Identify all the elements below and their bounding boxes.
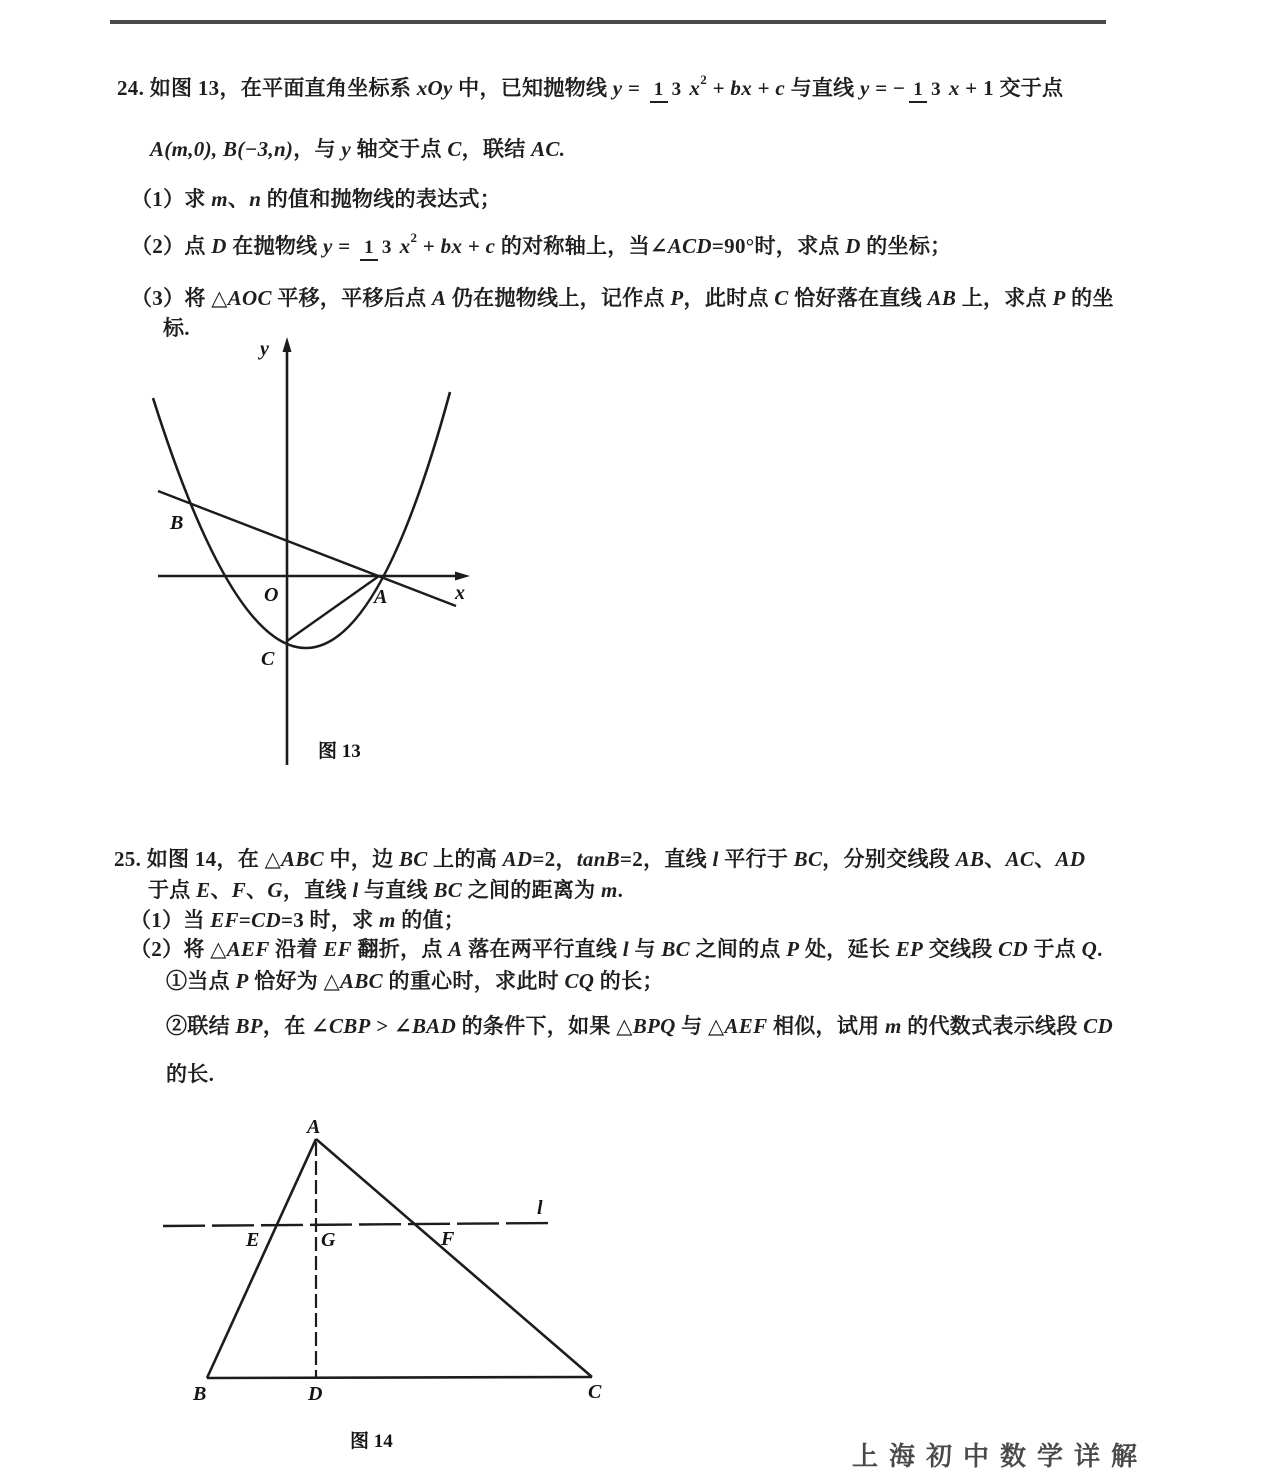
text-segment: = (238, 907, 252, 932)
text-segment: BP (235, 1013, 263, 1038)
text-segment: P (670, 285, 684, 310)
point-f-label: F (441, 1228, 455, 1250)
fraction-denominator: 3 (671, 79, 682, 101)
text-segment: P (1052, 285, 1066, 310)
text-segment: bx (730, 75, 753, 100)
text-segment: AB (955, 846, 985, 871)
text-segment: AB (927, 285, 957, 310)
text-segment: 仍在抛物线上，记作点 (446, 285, 671, 310)
point-b-label: B (170, 512, 184, 534)
origin-label: O (264, 584, 279, 606)
text-segment: + 1 (959, 75, 1000, 100)
clipped-footer-text: 上海初中数学详解 (852, 1442, 1149, 1471)
text-segment: （1）当 (130, 907, 211, 932)
text-segment: 平行于 (718, 846, 794, 871)
text-segment: =2， (532, 846, 577, 871)
fraction-numerator: 1 (360, 238, 378, 261)
side-BC (207, 1377, 592, 1378)
text-segment: x (399, 233, 411, 258)
point-c-label: C (261, 648, 275, 670)
text-segment: ，与 (293, 136, 342, 161)
text-segment: ，直线 (282, 877, 353, 902)
text-segment: BC (793, 846, 823, 871)
text-segment: = (332, 233, 357, 258)
text-segment: = (622, 75, 646, 100)
text-segment: 与直线 (358, 877, 434, 902)
text-segment: l (712, 846, 719, 871)
text-segment: BC (398, 846, 428, 871)
p24-line1 (117, 58, 1063, 118)
fraction (360, 233, 396, 261)
text-segment: 的坐标； (860, 233, 952, 258)
text-segment: 中，已知抛物线 (452, 75, 613, 100)
text-segment: ，分别交线段 (822, 846, 956, 871)
fraction (909, 75, 945, 103)
text-segment: BC (661, 936, 690, 961)
text-segment: 的重心时，求此时 (382, 968, 565, 993)
text-segment: 的对称轴上，当∠ (495, 233, 668, 258)
text-segment: 24. 如图 13，在平面直角坐标系 (117, 75, 417, 100)
p25-line1 (114, 843, 1085, 875)
figure-14 (160, 1100, 620, 1451)
text-segment: （2）点 (131, 233, 212, 258)
text-segment: P (786, 936, 800, 961)
text-segment: l (622, 936, 629, 961)
text-segment: 、 (227, 186, 250, 211)
text-segment: 之间的点 (689, 936, 787, 961)
fraction-denominator: 3 (381, 237, 392, 259)
p24-line2 (150, 133, 565, 165)
text-segment: xOy (416, 75, 453, 100)
text-segment: 、 (1034, 846, 1056, 871)
text-segment: > ∠ (370, 1013, 412, 1038)
text-segment: AC (1005, 846, 1035, 871)
text-segment: m (601, 877, 618, 902)
text-segment: CBP (328, 1013, 371, 1038)
text-segment: 、 (984, 846, 1006, 871)
text-segment: EP (895, 936, 924, 961)
text-segment: ，在 ∠ (262, 1013, 329, 1038)
text-segment: 之间的距离为 (462, 877, 601, 902)
p25-sub1 (166, 965, 664, 997)
text-segment: x (689, 75, 701, 100)
text-segment: 2 (700, 71, 708, 87)
fraction-numerator: 1 (909, 80, 927, 103)
text-segment: CD (1083, 1013, 1113, 1038)
text-segment: + (752, 75, 776, 100)
text-segment: 的长； (594, 968, 664, 993)
point-b-label: B (193, 1383, 207, 1405)
point-g-label: G (321, 1229, 336, 1251)
fraction-denominator: 3 (931, 79, 941, 101)
text-segment: D (211, 233, 227, 258)
y-axis-arrow-icon (283, 337, 292, 352)
text-segment: △ABC (323, 968, 383, 993)
text-segment: 沿着 (269, 936, 324, 961)
figure-13 (140, 333, 530, 770)
text-segment: A (431, 285, 447, 310)
text-segment: 交线段 (923, 936, 999, 961)
text-segment: y (612, 75, 623, 100)
line-AB (158, 491, 456, 606)
text-segment: =90°时，求点 (711, 233, 846, 258)
text-segment: 上的高 (427, 846, 503, 871)
text-segment: AC. (531, 136, 566, 161)
text-segment: EF (210, 907, 239, 932)
text-segment: 的坐 (1065, 285, 1114, 310)
text-segment: tanB (576, 846, 620, 871)
p25-sub2-line1 (166, 1010, 1113, 1042)
text-segment: 的值和抛物线的表达式； (261, 186, 502, 211)
text-segment: 交于点 (999, 75, 1064, 100)
line-l (163, 1223, 552, 1226)
p25-item1 (130, 904, 465, 936)
text-segment: F (231, 877, 247, 902)
text-segment: 恰好落在直线 (788, 285, 928, 310)
text-segment: + (462, 233, 486, 258)
fraction-numerator: 1 (650, 80, 668, 103)
text-segment: =2，直线 (620, 846, 713, 871)
p25-item2 (130, 933, 1103, 965)
text-segment: 与直线 (785, 75, 861, 100)
p25-line2 (148, 874, 623, 906)
text-segment: . (1097, 936, 1103, 961)
text-segment: （3）将 (131, 285, 212, 310)
p24-item3-line1 (131, 282, 1114, 314)
text-segment: C (447, 136, 462, 161)
text-segment: c (775, 75, 786, 100)
text-segment: G (267, 877, 283, 902)
text-segment: =3 时，求 (280, 907, 380, 932)
text-segment: 2 (410, 229, 418, 245)
text-segment: CD (998, 936, 1028, 961)
text-segment: C (774, 285, 789, 310)
text-segment: 相似，试用 (767, 1013, 885, 1038)
fraction (650, 75, 686, 103)
text-segment: 的条件下，如果 (456, 1013, 617, 1038)
text-segment: 翻折，点 (351, 936, 449, 961)
text-segment: l (352, 877, 359, 902)
text-segment: 与 (675, 1013, 709, 1038)
text-segment: △AEF (210, 936, 270, 961)
text-segment: CD (251, 907, 281, 932)
text-segment: + (417, 233, 441, 258)
text-segment: Q (1081, 936, 1098, 961)
text-segment: 的长. (166, 1061, 215, 1086)
point-a-label: A (374, 586, 388, 608)
text-segment: = − (869, 75, 906, 100)
line-l-label: l (537, 1197, 543, 1219)
p24-item1 (131, 183, 501, 215)
text-segment: △AOC (211, 285, 272, 310)
point-a-label: A (307, 1116, 321, 1138)
text-segment: 于点 (1027, 936, 1082, 961)
point-e-label: E (246, 1229, 260, 1251)
text-segment: 的代数式表示线段 (901, 1013, 1084, 1038)
text-segment: c (485, 233, 496, 258)
text-segment: 于点 (148, 877, 197, 902)
side-AC (316, 1139, 592, 1377)
text-segment: ，此时点 (683, 285, 775, 310)
p24-item2 (131, 216, 951, 276)
x-axis-arrow-icon (455, 572, 470, 581)
text-segment: △AEF (708, 1013, 768, 1038)
text-segment: 标. (163, 315, 190, 340)
text-segment: m (379, 907, 396, 932)
text-segment: BC (433, 877, 463, 902)
text-segment: EF (323, 936, 352, 961)
text-segment: m (211, 186, 228, 211)
text-segment: A(m,0), B(−3,n) (150, 136, 294, 161)
text-segment: （2）将 (130, 936, 211, 961)
text-segment: y (341, 136, 352, 161)
figure-13-caption: 图 13 (318, 741, 361, 762)
point-d-label: D (308, 1383, 323, 1405)
text-segment: （1）求 (131, 186, 212, 211)
point-c-label: C (588, 1381, 602, 1403)
text-segment: △BPQ (616, 1013, 676, 1038)
top-rule (110, 20, 1106, 24)
text-segment: bx (440, 233, 463, 258)
text-segment: 在抛物线 (226, 233, 324, 258)
text-segment: 处，延长 (799, 936, 896, 961)
text-segment: n (249, 186, 262, 211)
text-segment: y (860, 75, 870, 100)
text-segment: 上，求点 (956, 285, 1053, 310)
text-segment: P (235, 968, 249, 993)
text-segment: AD (1055, 846, 1086, 871)
text-segment: 恰好为 (248, 968, 324, 993)
figure-14-caption: 图 14 (350, 1431, 393, 1451)
text-segment: △ABC (264, 846, 324, 871)
text-segment: AD (502, 846, 533, 871)
text-segment: 轴交于点 (351, 136, 448, 161)
text-segment: 平移，平移后点 (271, 285, 432, 310)
text-segment: D (845, 233, 861, 258)
y-axis-label: y (260, 338, 269, 360)
side-AB (207, 1139, 316, 1378)
text-segment: ACD (667, 233, 712, 258)
text-segment: . (617, 877, 624, 902)
text-segment: ，联结 (461, 136, 532, 161)
text-segment: y (323, 233, 333, 258)
text-segment: A (448, 936, 463, 961)
parabola-curve (153, 392, 450, 648)
text-segment: m (885, 1013, 902, 1038)
text-segment: 落在两平行直线 (462, 936, 623, 961)
x-axis-label: x (455, 582, 465, 604)
text-segment: ①当点 (166, 968, 236, 993)
text-segment: 、 (210, 877, 232, 902)
text-segment: 与 (628, 936, 662, 961)
text-segment: CQ (564, 968, 595, 993)
text-segment: x (948, 75, 960, 100)
text-segment: + (707, 75, 731, 100)
text-segment: 中，边 (323, 846, 399, 871)
text-segment: E (196, 877, 211, 902)
text-segment: 、 (246, 877, 268, 902)
text-segment: 的值； (395, 907, 466, 932)
text-segment: 25. 如图 14，在 (114, 846, 265, 871)
text-segment: BAD (411, 1013, 457, 1038)
text-segment: ②联结 (166, 1013, 236, 1038)
p25-sub2-line2 (166, 1058, 214, 1090)
